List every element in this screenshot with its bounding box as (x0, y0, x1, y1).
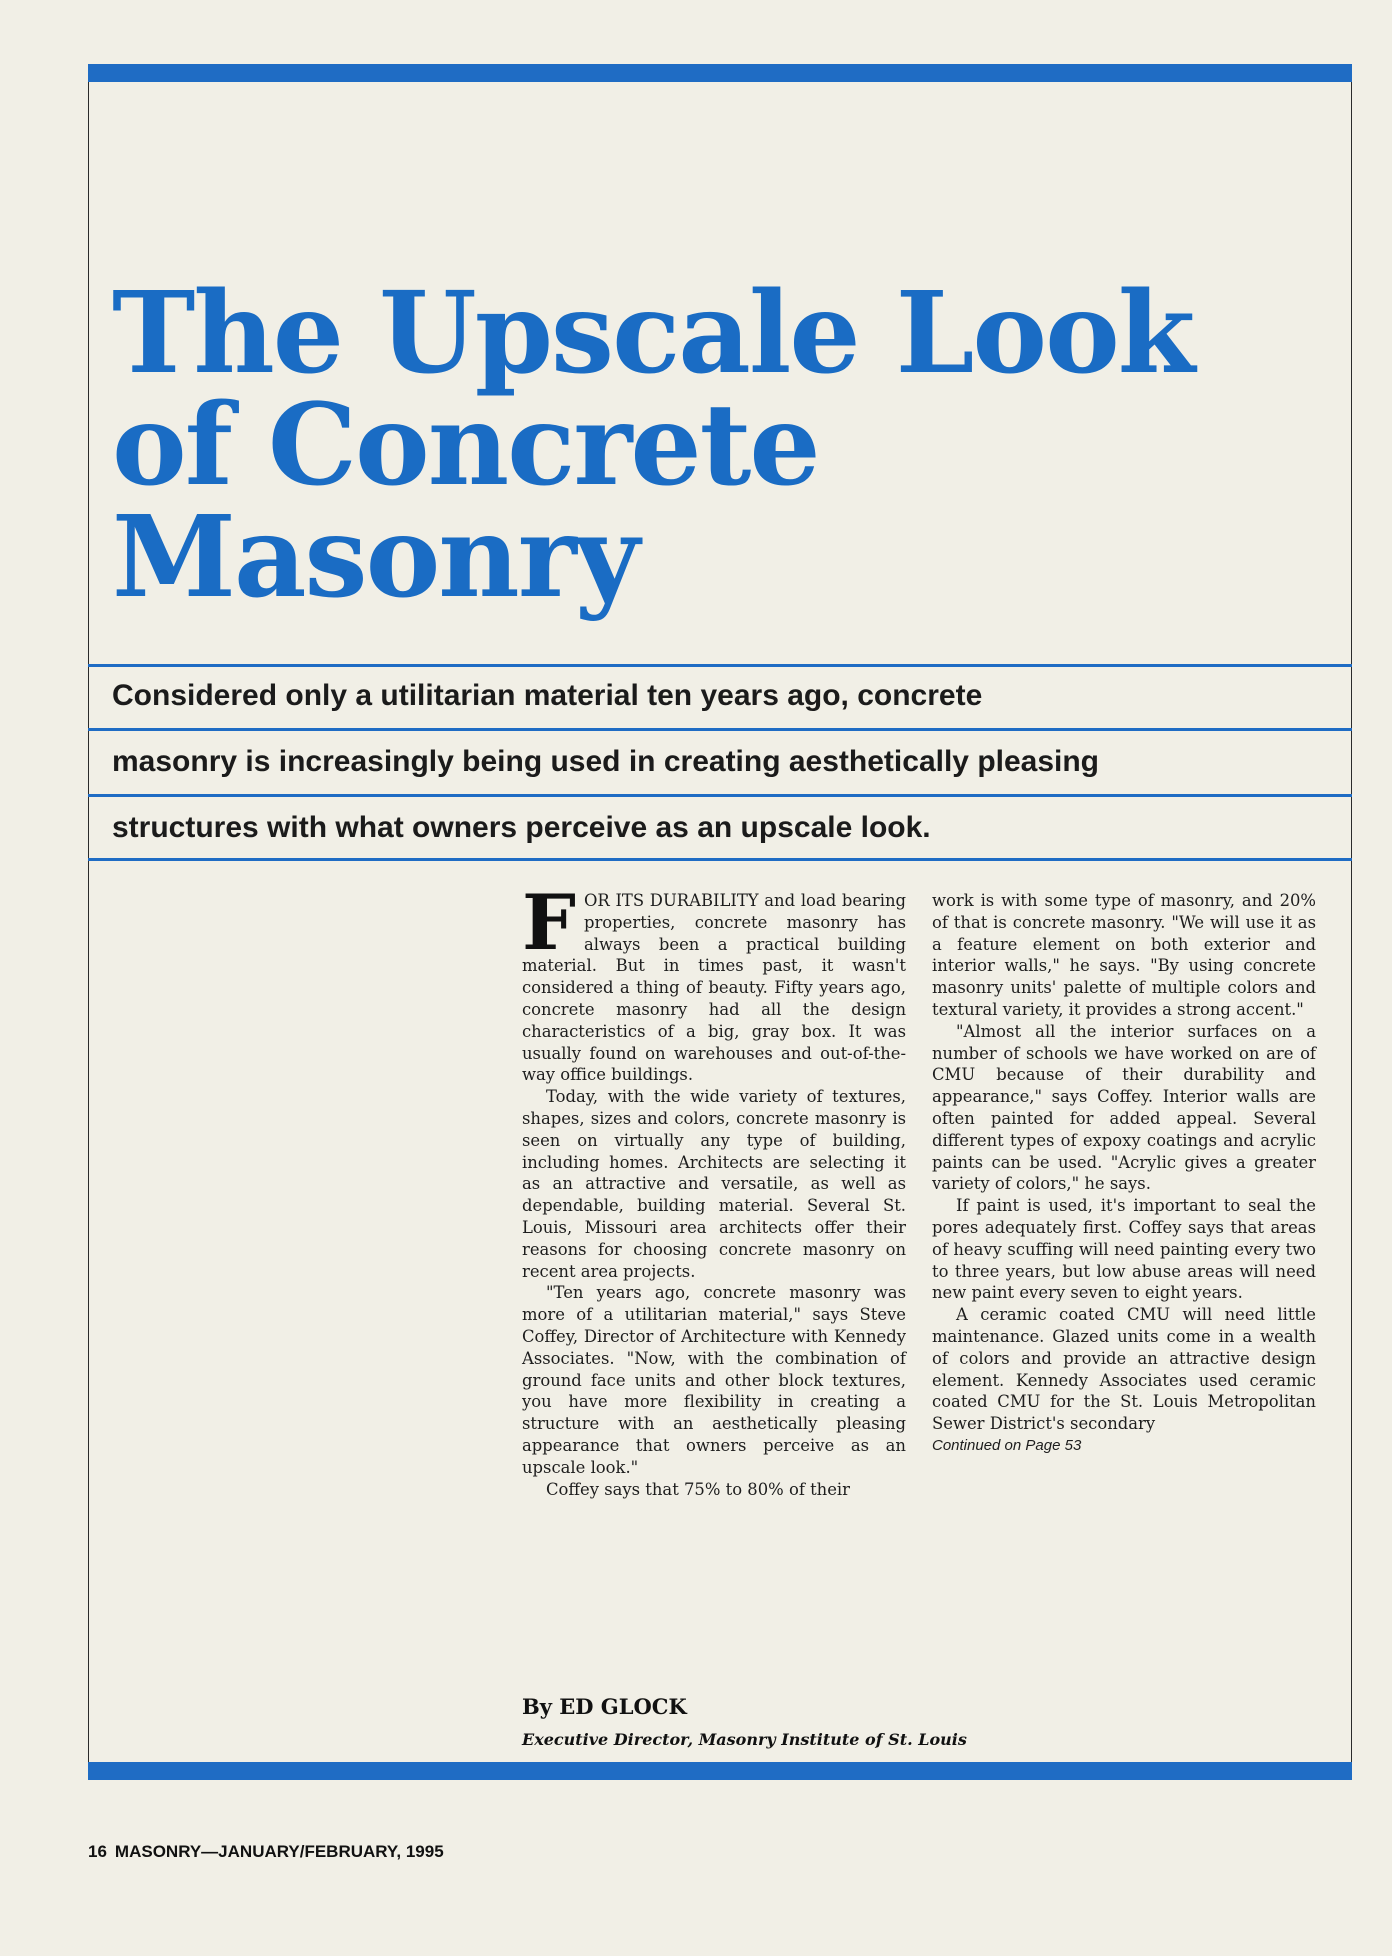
body-column-1 (522, 878, 906, 1500)
paragraph: work is with some type of masonry, and 20% of that is concrete masonry. "We will use it as a feature element on both exterior and interior walls," he says. "By using concrete masonry units' palette of multiple colors and textural variety, it provides a strong accent." (932, 891, 1316, 1019)
byline-title: Executive Director, Masonry Institute of St. Louis (522, 1730, 967, 1749)
bottom-color-bar (88, 1762, 1352, 1780)
deck-line: structures with what owners perceive as an upscale look. (112, 811, 931, 844)
page-footer (88, 1842, 444, 1862)
title-line: The Upscale Look (112, 268, 1194, 399)
paragraph: "Almost all the interior surfaces on a number of schools we have worked on are of CMU because of their durability and appearance," says Coffey. Interior walls are often painted for added appeal. Several different types of expoxy coatings and acrylic paints can be used. "Acrylic gives a greater variety of colors," he says. (932, 1021, 1316, 1194)
title-line: of Concrete (112, 380, 819, 511)
publication-line: MASONRY—JANUARY/FEBRUARY, 1995 (114, 1842, 444, 1861)
deck-rule (88, 794, 1352, 797)
page-number: 16 (88, 1842, 107, 1861)
deck-rule (88, 728, 1352, 731)
paragraph: "Ten years ago, concrete masonry was more of a utilitarian material," says Steve Coffey, Director of Architecture with Kennedy Associates. "Now, with the combination of ground face units and other block textures, you have more flexibility in creating a structure with an aesthetically pleasing appearance that owners perceive as an upscale look." (522, 1283, 906, 1477)
deck-rule (88, 664, 1352, 667)
continued-note: Continued on Page 53 (932, 1436, 1082, 1454)
deck-rule (88, 858, 1352, 861)
title-line: Masonry (112, 492, 638, 623)
deck-line: Considered only a utilitarian material ten years ago, concrete (112, 679, 983, 712)
top-color-bar (88, 64, 1352, 82)
body-column-2 (932, 890, 1316, 1457)
drop-cap: F (522, 878, 576, 967)
article-title (112, 268, 1194, 623)
byline: By ED GLOCK (522, 1694, 687, 1719)
paragraph: FOR ITS DURABILITY and load bearing properties, concrete masonry has always been a practical building material. But in times past, it wasn't considered a thing of beauty. Fifty years ago, concrete masonry had all the design characteristics of a big, gray box. It was usually found on warehouses and out-of-the-way office buildings. (522, 878, 906, 1085)
paragraph: If paint is used, it's important to seal the pores adequately first. Coffey says that areas of heavy scuffing will need painting every two to three years, but low abuse areas will need new paint every seven to eight years. (932, 1196, 1316, 1303)
deck-line: masonry is increasingly being used in creating aesthetically pleasing (112, 745, 1100, 778)
paragraph: Today, with the wide variety of textures, shapes, sizes and colors, concrete masonry is seen on virtually any type of building, including homes. Architects are selecting it as an attractive and versatile, as well as dependable, building material. Several St. Louis, Missouri area architects offer their reasons for choosing concrete masonry on recent area projects. (522, 1087, 906, 1281)
paragraph: Coffey says that 75% to 80% of their (546, 1479, 851, 1499)
paragraph: A ceramic coated CMU will need little maintenance. Glazed units come in a wealth of colors and provide an attractive design element. Kennedy Associates used ceramic coated CMU for the St. Louis Metropolitan Sewer District's secondary (932, 1305, 1316, 1434)
